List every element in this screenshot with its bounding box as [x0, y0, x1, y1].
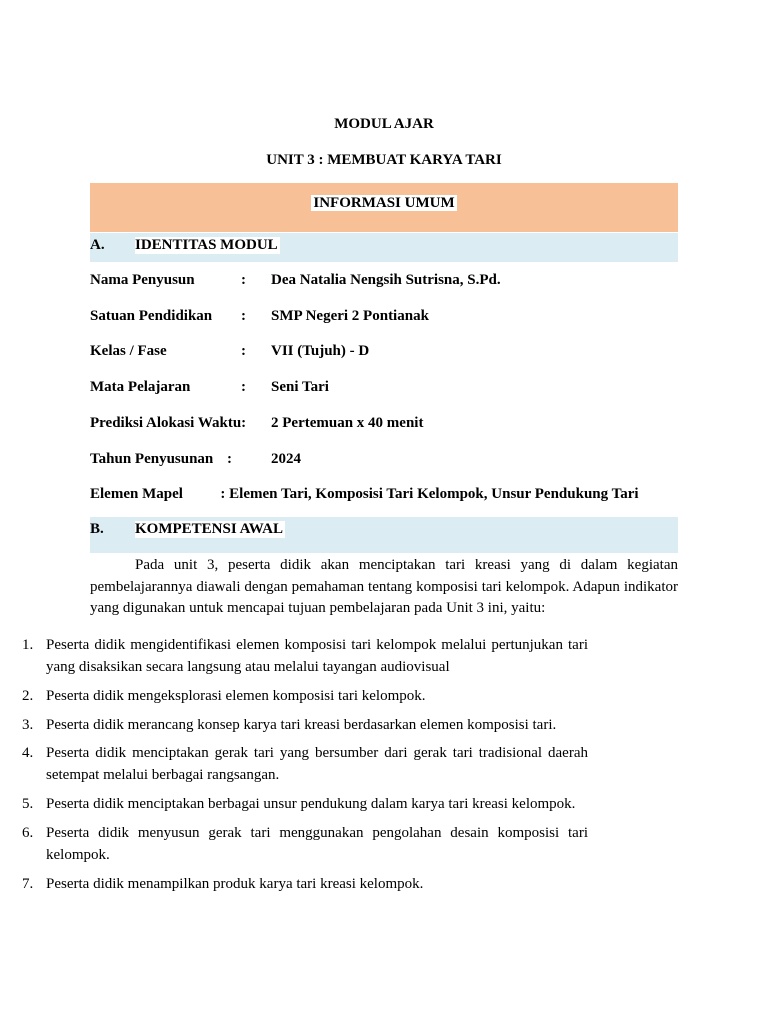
field-colon: : — [241, 308, 246, 324]
list-item-text: Peserta didik menampilkan produk karya tari kreasi kelompok. — [46, 876, 424, 892]
section-a-header — [90, 233, 678, 262]
field-label: Kelas / Fase — [90, 343, 167, 359]
section-a-title: IDENTITAS MODUL — [135, 237, 278, 253]
field-label: Tahun Penyusunan — [90, 451, 214, 467]
list-item-number: 3. — [22, 717, 34, 733]
list-item-text: Peserta didik menciptakan gerak tari yang bersumber dari gerak tari tradisional daerah setempat melalui berbagai rangsangan. — [46, 745, 588, 783]
list-item-number: 2. — [22, 688, 34, 704]
list-item-text: Peserta didik mengidentifikasi elemen komposisi tari kelompok melalui pertunjukan tari yang disaksikan secara langsung atau melalui tayangan audiovisual — [46, 637, 588, 675]
field-value: Dea Natalia Nengsih Sutrisna, S.Pd. — [271, 272, 501, 288]
field-value: 2024 — [271, 451, 301, 467]
section-b-letter: B. — [90, 521, 104, 537]
list-item-text: Peserta didik mengeksplorasi elemen komposisi tari kelompok. — [46, 688, 426, 704]
section-b-title: KOMPETENSI AWAL — [135, 521, 283, 537]
list-item-number: 5. — [22, 796, 34, 812]
kompetensi-intro-paragraph: Pada unit 3, peserta didik akan menciptakan tari kreasi yang di dalam kegiatan pembelajarannya diawali dengan pemahaman tentang komposisi tari kelompok. Adapun indikator yang digunakan untuk mencapai tujuan pembelajaran pada Unit 3 ini, yaitu: — [90, 557, 678, 616]
list-item-text: Peserta didik menyusun gerak tari menggunakan pengolahan desain komposisi tari kelompok. — [46, 825, 588, 863]
field-value: Seni Tari — [271, 379, 329, 395]
elemen-mapel-line: Elemen Mapel : Elemen Tari, Komposisi Tari Kelompok, Unsur Pendukung Tari — [90, 486, 639, 502]
field-label: Prediksi Alokasi Waktu: — [90, 415, 247, 431]
field-colon: : — [241, 343, 246, 359]
field-value: VII (Tujuh) - D — [271, 343, 370, 359]
field-label: Mata Pelajaran — [90, 379, 191, 395]
info-umum-banner — [90, 183, 678, 232]
info-umum-label: INFORMASI UMUM — [313, 195, 455, 211]
field-colon: : — [241, 272, 246, 288]
section-b-header — [90, 517, 678, 553]
section-a-letter: A. — [90, 237, 105, 253]
list-item-text: Peserta didik merancang konsep karya tari kreasi berdasarkan elemen komposisi tari. — [46, 717, 557, 733]
list-item-number: 4. — [22, 745, 34, 761]
field-colon: : — [241, 379, 246, 395]
field-value: 2 Pertemuan x 40 menit — [271, 415, 424, 431]
document-title: MODUL AJAR — [334, 116, 434, 132]
unit-title: UNIT 3 : MEMBUAT KARYA TARI — [266, 152, 502, 168]
field-value: SMP Negeri 2 Pontianak — [271, 308, 429, 324]
field-colon: : — [227, 451, 232, 467]
list-item-number: 7. — [22, 876, 34, 892]
list-item-number: 6. — [22, 825, 34, 841]
list-item-number: 1. — [22, 637, 34, 653]
field-label: Nama Penyusun — [90, 272, 195, 288]
list-item-text: Peserta didik menciptakan berbagai unsur pendukung dalam karya tari kreasi kelompok. — [46, 796, 576, 812]
field-label: Satuan Pendidikan — [90, 308, 213, 324]
